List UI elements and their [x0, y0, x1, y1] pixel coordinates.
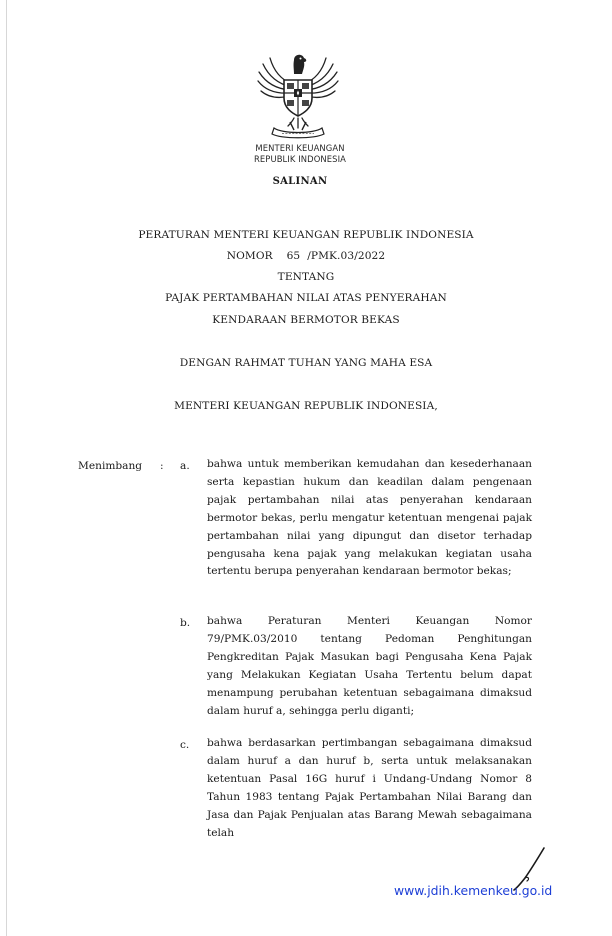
garuda-emblem-icon: [252, 40, 344, 140]
letterhead-line2: REPUBLIK INDONESIA: [254, 154, 346, 164]
page-edge: [6, 0, 7, 936]
regulation-tentang: TENTANG: [277, 271, 335, 283]
menimbang-colon: :: [160, 460, 164, 472]
copy-mark: SALINAN: [272, 176, 328, 187]
invocation: DENGAN RAHMAT TUHAN YANG MAHA ESA: [179, 357, 433, 369]
consideration-text-b: bahwa Peraturan Menteri Keuangan Nomor 79/PMK.03/2010 tentang Pedoman Penghitungan Pengkreditan Pajak Masukan bagi Pengusaha Kena Pajak yang Melakukan Kegiatan Usaha Tertentu belum dapat menampung perubahan ketentuan sebagaimana dimaksud dalam huruf a, sehingga perlu diganti;: [207, 615, 532, 717]
regulation-subject-line2: KENDARAAN BERMOTOR BEKAS: [212, 314, 400, 326]
consideration-letter-c: c.: [180, 739, 190, 751]
regulation-subject-line1: PAJAK PERTAMBAHAN NILAI ATAS PENYERAHAN: [165, 292, 447, 304]
issuing-authority: MENTERI KEUANGAN REPUBLIK INDONESIA,: [174, 400, 438, 412]
jdih-website-link[interactable]: www.jdih.kemenkeu.go.id: [394, 883, 553, 898]
consideration-text-c: bahwa berdasarkan pertimbangan sebagaimana dimaksud dalam huruf a dan huruf b, serta untuk melaksanakan ketentuan Pasal 16G huruf i Undang-Undang Nomor 8 Tahun 1983 tentang Pajak Pertambahan Nilai Barang dan Jasa dan Pajak Penjualan atas Barang Mewah sebagaimana telah: [207, 737, 532, 839]
regulation-number: NOMOR 65 /PMK.03/2022: [226, 250, 386, 262]
consideration-letter-a: a.: [180, 460, 190, 472]
regulation-title: PERATURAN MENTERI KEUANGAN REPUBLIK INDONESIA: [138, 229, 474, 241]
letterhead-line1: MENTERI KEUANGAN: [255, 143, 345, 153]
consideration-text-a: bahwa untuk memberikan kemudahan dan kesederhanaan serta kepastian hukum dan keadilan dalam pengenaan pajak pertambahan nilai atas penyerahan kendaraan bermotor bekas, perlu mengatur ketentuan mengenai pajak pertambahan nilai yang dipungut dan disetor terhadap pengusaha kena pajak yang melakukan kegiatan usaha tertentu berupa penyerahan kendaraan bermotor bekas;: [207, 458, 532, 578]
consideration-letter-b: b.: [180, 617, 191, 629]
menimbang-label: Menimbang: [78, 460, 143, 472]
